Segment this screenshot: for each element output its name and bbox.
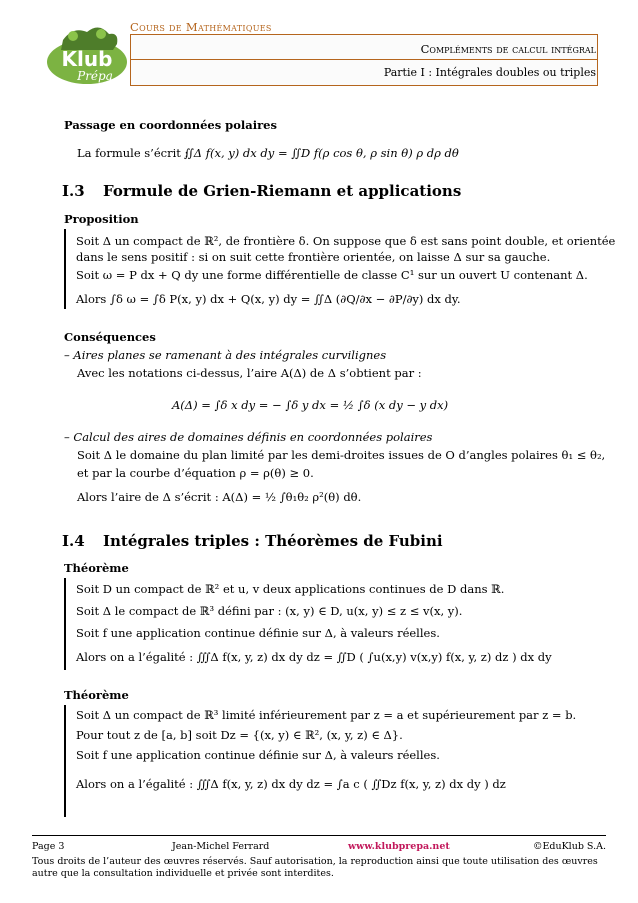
- consequence-2-title: – Calcul des aires de domaines définis en coordonnées polaires: [64, 430, 433, 444]
- polar-lead: La formule s’écrit :: [77, 146, 189, 160]
- theorem-1-line-3: Soit f une application continue définie sur Δ, à valeurs réelles.: [76, 626, 440, 640]
- theorem-2-line-1: Soit Δ un compact de ℝ³ limité inférieurement par z = a et supérieurement par z = b.: [76, 708, 577, 722]
- polar-formula: ∬Δ f(x, y) dx dy = ∬D f(ρ cos θ, ρ sin θ) ρ dρ dθ: [184, 146, 459, 160]
- course-title: Cours de Mathématiques: [130, 20, 272, 34]
- chapter-title: Compléments de calcul intégral: [420, 42, 596, 56]
- consequence-1-formula: A(Δ) = ∫δ x dy = − ∫δ y dx = ½ ∫δ (x dy − y dx): [172, 398, 449, 412]
- proposition-bar: [64, 229, 66, 309]
- footer-rule: [32, 835, 606, 836]
- theorem-1-line-1: Soit D un compact de ℝ² et u, v deux applications continues de D dans ℝ.: [76, 582, 505, 596]
- theorem-2-line-2: Pour tout z de [a, b] soit Dz = {(x, y) ∈ ℝ², (x, y, z) ∈ Δ}.: [76, 728, 403, 742]
- logo-text: Klub: [61, 47, 113, 71]
- consequence-2-line-1: Soit Δ le domaine du plan limité par les demi-droites issues de O d’angles polaires θ₁ ≤ θ₂,: [77, 448, 606, 462]
- consequence-2-line-3: Alors l’aire de Δ s’écrit : A(Δ) = ½ ∫θ₁θ₂ ρ²(θ) dθ.: [77, 490, 362, 504]
- consequences-heading: Conséquences: [64, 330, 156, 344]
- footer-author: Jean-Michel Ferrard: [172, 841, 270, 852]
- part-title: Partie I : Intégrales doubles ou triples: [383, 66, 596, 79]
- theorem-2-line-3: Soit f une application continue définie sur Δ, à valeurs réelles.: [76, 748, 440, 762]
- section-number-1-4: I.4: [62, 532, 85, 550]
- theorem-2-heading: Théorème: [64, 688, 129, 702]
- footer-page: Page 3: [32, 841, 65, 852]
- theorem-1-bar: [64, 578, 66, 670]
- footer-site-link[interactable]: www.klubprepa.net: [348, 841, 450, 852]
- theorem-2-bar: [64, 705, 66, 817]
- footer-copyright: ©EduKlub S.A.: [532, 841, 606, 852]
- proposition-line-2: dans le sens positif : si on suit cette frontière orientée, on laisse Δ sur sa gauche.: [76, 250, 551, 264]
- proposition-heading: Proposition: [64, 212, 139, 226]
- theorem-1-line-2: Soit Δ le compact de ℝ³ défini par : (x, y) ∈ D, u(x, y) ≤ z ≤ v(x, y).: [76, 604, 463, 618]
- theorem-1-heading: Théorème: [64, 561, 129, 575]
- theorem-2-line-4: Alors on a l’égalité : ∭Δ f(x, y, z) dx dy dz = ∫a c ( ∬Dz f(x, y, z) dx dy ) dz: [76, 777, 506, 791]
- footer-rights: Tous droits de l’auteur des œuvres réservés. Sauf autorisation, la reproduction ainsi que toute utilisation des œuvres autre que la consultation individuelle et privée sont interdites.: [32, 856, 598, 879]
- section-title-1-3: Formule de Grien-Riemann et applications: [103, 182, 462, 200]
- klubprepa-logo: [43, 22, 131, 86]
- consequence-2-line-2: et par la courbe d’équation ρ = ρ(θ) ≥ 0.: [77, 466, 314, 480]
- section-title-1-4: Intégrales triples : Théorèmes de Fubini: [103, 532, 443, 550]
- proposition-line-3: Soit ω = P dx + Q dy une forme différentielle de classe C¹ sur un ouvert U contenant Δ.: [76, 268, 588, 282]
- proposition-line-4: Alors ∫δ ω = ∫δ P(x, y) dx + Q(x, y) dy = ∬Δ (∂Q/∂x − ∂P/∂y) dx dy.: [76, 292, 461, 306]
- consequence-1-title: – Aires planes se ramenant à des intégrales curvilignes: [64, 348, 387, 362]
- section-number-1-3: I.3: [62, 182, 85, 200]
- proposition-line-1: Soit Δ un compact de ℝ², de frontière δ. On suppose que δ est sans point double, et orientée: [76, 234, 616, 248]
- polar-heading: Passage en coordonnées polaires: [64, 118, 277, 132]
- consequence-1-line: Avec les notations ci-dessus, l’aire A(Δ) de Δ s’obtient par :: [77, 366, 422, 380]
- theorem-1-line-4: Alors on a l’égalité : ∭Δ f(x, y, z) dx dy dz = ∬D ( ∫u(x,y) v(x,y) f(x, y, z) dz ) dx dy: [76, 650, 552, 664]
- logo-subtext: Prépa: [77, 69, 113, 83]
